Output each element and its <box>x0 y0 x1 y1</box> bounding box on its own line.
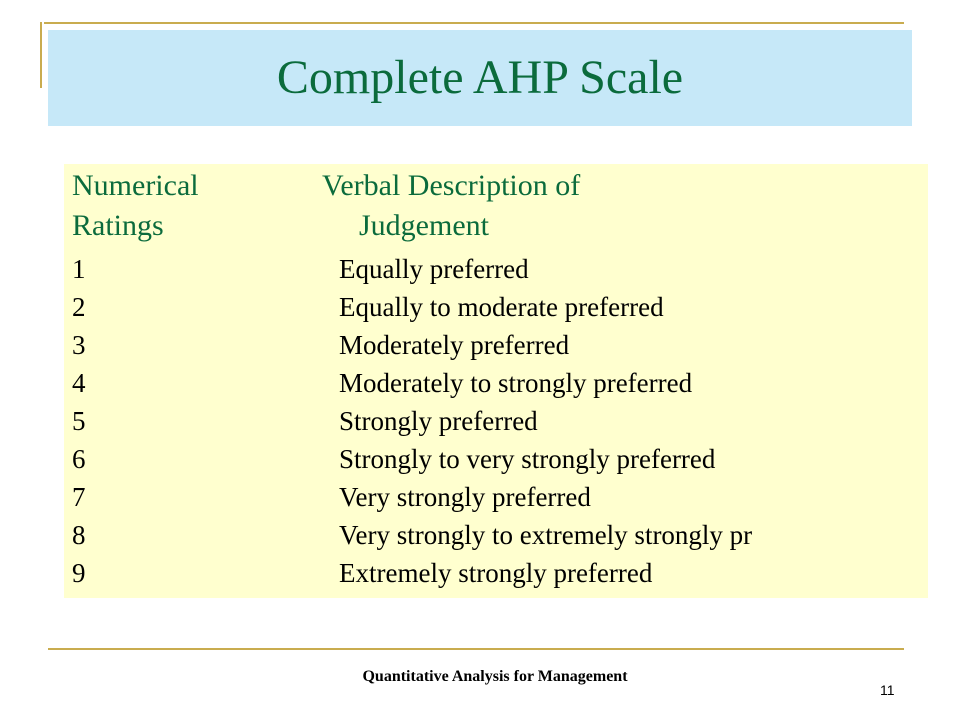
rating-value: 1 <box>72 254 86 284</box>
rating-description: Moderately preferred <box>339 330 570 360</box>
top-accent-line <box>44 22 904 24</box>
slide-footer: Quantitative Analysis for Management <box>362 668 628 685</box>
table-row <box>64 250 928 288</box>
header-ratings: Ratings <box>72 209 164 242</box>
rating-description: Moderately to strongly preferred <box>339 368 693 398</box>
header-judgement: Judgement <box>359 209 489 242</box>
table-row <box>64 364 928 402</box>
table-row <box>64 516 928 554</box>
rating-value: 7 <box>72 482 86 512</box>
left-accent-line <box>40 22 42 88</box>
header-verbal-description: Verbal Description of <box>322 169 581 202</box>
page-number: 11 <box>880 682 895 698</box>
rating-description: Strongly to very strongly preferred <box>339 444 716 474</box>
table-row <box>64 326 928 364</box>
table-row <box>64 440 928 478</box>
rating-value: 6 <box>72 444 86 474</box>
rating-description: Strongly preferred <box>339 406 538 436</box>
header-numerical: Numerical <box>72 169 199 202</box>
table-row <box>64 554 928 592</box>
rating-description: Equally to moderate preferred <box>339 292 664 322</box>
bottom-accent-line <box>48 648 904 650</box>
rating-value: 8 <box>72 520 86 550</box>
rating-description: Very strongly to extremely strongly pr <box>339 520 753 550</box>
table-row <box>64 402 928 440</box>
table-row <box>64 288 928 326</box>
slide-title: Complete AHP Scale <box>276 51 684 104</box>
rating-value: 9 <box>72 558 86 588</box>
table-row <box>64 478 928 516</box>
ahp-scale-table <box>64 164 928 598</box>
rating-value: 5 <box>72 406 86 436</box>
rating-value: 4 <box>72 368 86 398</box>
rating-value: 2 <box>72 292 86 322</box>
rating-description: Equally preferred <box>339 254 529 284</box>
rating-description: Very strongly preferred <box>339 482 591 512</box>
rating-description: Extremely strongly preferred <box>339 558 653 588</box>
rating-value: 3 <box>72 330 86 360</box>
